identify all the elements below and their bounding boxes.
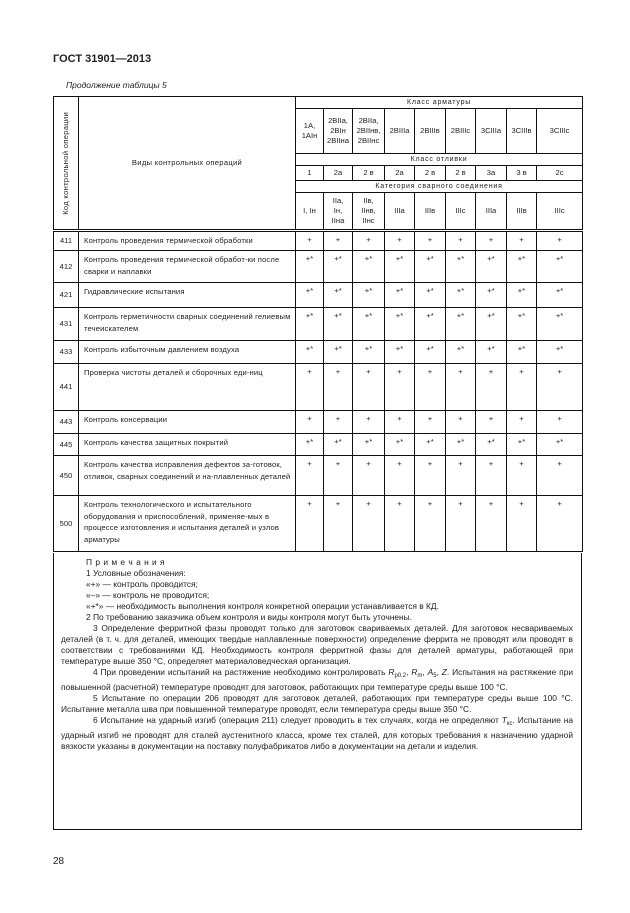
control-mark: +: [415, 496, 446, 552]
table-row: [54, 456, 583, 496]
note-1: 1 Условные обозначения:: [86, 568, 186, 578]
valve-class-cell: 3CIIIa: [476, 109, 507, 154]
control-mark: +: [507, 411, 537, 434]
control-mark: +*: [476, 283, 507, 308]
weld-category-cell: IIIc: [446, 193, 476, 231]
control-mark: +*: [476, 251, 507, 283]
weld-category-group-header: Категория сварного соединения: [296, 181, 583, 193]
control-mark: +*: [353, 341, 385, 364]
casting-class-cell: 3а: [476, 166, 507, 181]
operation-code: 450: [54, 456, 79, 496]
control-mark: +: [537, 456, 583, 496]
control-mark: +*: [324, 341, 353, 364]
operation-description: Контроль проведения термической обработки: [79, 231, 296, 251]
note-5: 5 Испытание по операции 206 проводят для заготовок деталей, работающих при температуре среды выше 100 °С. Испытание металла шва при повышенной температуре проводят, если температура среды выше 350 °С.: [61, 693, 573, 714]
control-mark: +*: [353, 251, 385, 283]
control-mark: +*: [385, 341, 415, 364]
control-mark: +*: [476, 434, 507, 456]
notes-section: [53, 553, 582, 830]
control-mark: +*: [296, 283, 324, 308]
operation-description: Контроль консервации: [79, 411, 296, 434]
valve-class-cell: 2BIIIc: [446, 109, 476, 154]
control-mark: +: [476, 496, 507, 552]
control-mark: +: [415, 364, 446, 411]
control-mark: +*: [446, 283, 476, 308]
note-1-plus-star: «+*» — необходимость выполнения контроля конкретной операции устанавливается в КД.: [86, 601, 439, 611]
control-mark: +*: [296, 308, 324, 341]
control-mark: +*: [324, 283, 353, 308]
operation-code: 412: [54, 251, 79, 283]
operation-description: Контроль герметичности сварных соединений гелиевым течеискателем: [79, 308, 296, 341]
control-mark: +: [507, 456, 537, 496]
control-mark: +*: [446, 434, 476, 456]
control-mark: +: [537, 364, 583, 411]
table-row: [54, 411, 583, 434]
valve-class-cell: 2BIIIa: [385, 109, 415, 154]
operation-description: Проверка чистоты деталей и сборочных еди-ниц: [79, 364, 296, 411]
standard-title: ГОСТ 31901—2013: [53, 53, 152, 65]
control-mark: +: [476, 364, 507, 411]
description-column-header: Виды контрольных операций: [79, 97, 296, 231]
control-mark: +*: [324, 251, 353, 283]
weld-category-cell: I, Iн: [296, 193, 324, 231]
control-mark: +*: [537, 341, 583, 364]
control-mark: +*: [415, 341, 446, 364]
valve-class-cell: 2BIIIв: [415, 109, 446, 154]
control-mark: +*: [446, 308, 476, 341]
table-row: [54, 341, 583, 364]
operation-description: Контроль технологического и испытательного оборудования и приспособлений, применяе-мых в процессе изготовления и испытания деталей и узлов арматуры: [79, 496, 296, 552]
casting-class-cell: 3 в: [507, 166, 537, 181]
operation-code: 411: [54, 231, 79, 251]
control-mark: +: [415, 411, 446, 434]
notes-title: П р и м е ч а н и я: [86, 557, 166, 567]
control-mark: +: [324, 364, 353, 411]
control-mark: +*: [507, 283, 537, 308]
valve-class-cell: 2BIIa, 2BIн 2BIIна: [324, 109, 353, 154]
control-mark: +: [385, 411, 415, 434]
control-mark: +*: [296, 251, 324, 283]
operation-code: 431: [54, 308, 79, 341]
control-mark: +: [324, 456, 353, 496]
valve-class-cell: 1А, 1АIн: [296, 109, 324, 154]
control-mark: +: [296, 364, 324, 411]
control-mark: +: [296, 456, 324, 496]
control-mark: +*: [537, 251, 583, 283]
casting-class-cell: 2а: [324, 166, 353, 181]
operation-description: Контроль качества исправления дефектов за-готовок, отливок, сварных соединений и на-плавленных деталей: [79, 456, 296, 496]
control-mark: +*: [507, 251, 537, 283]
control-mark: +*: [353, 434, 385, 456]
weld-category-cell: IIIc: [537, 193, 583, 231]
note-4: 4 При проведении испытаний на растяжение необходимо контролировать $R_{p0,2}$, $R_m$, $A_5$, Z. Испытания на растяжение при повышенной (расчетной) температуре проводят для заготовок, работающих при температуре среды выше 100 °С.: [61, 667, 574, 692]
control-mark: +*: [415, 434, 446, 456]
control-mark: +*: [507, 308, 537, 341]
valve-class-group-header: Класс арматуры: [296, 97, 583, 109]
table-row: [54, 364, 583, 411]
weld-category-cell: IIIa: [476, 193, 507, 231]
control-mark: +: [324, 231, 353, 251]
casting-class-cell: 2 в: [446, 166, 476, 181]
casting-class-cell: 2 в: [353, 166, 385, 181]
control-mark: +: [507, 496, 537, 552]
weld-category-cell: IIIa: [385, 193, 415, 231]
control-mark: +: [324, 496, 353, 552]
control-mark: +: [385, 364, 415, 411]
control-mark: +: [324, 411, 353, 434]
note-3: 3 Определение ферритной фазы проводят только для заготовок свариваемых деталей. Для заготовок несвариваемых деталей (в т. ч. для деталей, имеющих твердые наплавленные поверхности) определение феррита не проводят или проводят в соответствии с требованиями КД. Необходимость контроля ферритной фазы для деталей арматуры, работающей при температуре выше 350 °С, определяет материаловедческая организация.: [61, 623, 573, 666]
casting-class-cell: 2с: [537, 166, 583, 181]
operation-code: 500: [54, 496, 79, 552]
control-mark: +*: [385, 434, 415, 456]
control-mark: +*: [415, 308, 446, 341]
control-mark: +*: [296, 434, 324, 456]
control-mark: +*: [476, 308, 507, 341]
control-mark: +*: [385, 251, 415, 283]
control-mark: +*: [446, 341, 476, 364]
casting-class-group-header: Класс отливки: [296, 154, 583, 166]
table-row: [54, 231, 583, 251]
control-mark: +: [446, 496, 476, 552]
control-mark: +: [476, 456, 507, 496]
control-mark: +*: [415, 283, 446, 308]
control-mark: +*: [324, 434, 353, 456]
casting-class-cell: 2 в: [415, 166, 446, 181]
control-operations-table: [53, 96, 583, 552]
control-mark: +: [507, 231, 537, 251]
table-row: [54, 283, 583, 308]
control-mark: +*: [537, 283, 583, 308]
operation-description: Контроль проведения термической обработ-ки после сварки и наплавки: [79, 251, 296, 283]
control-mark: +: [415, 231, 446, 251]
control-mark: +*: [385, 308, 415, 341]
control-mark: +: [446, 231, 476, 251]
control-mark: +*: [353, 283, 385, 308]
control-mark: +: [296, 231, 324, 251]
control-mark: +*: [507, 341, 537, 364]
weld-category-cell: IIIв: [507, 193, 537, 231]
control-mark: +: [415, 456, 446, 496]
control-mark: +*: [537, 308, 583, 341]
operation-description: Контроль избыточным давлением воздуха: [79, 341, 296, 364]
table-row: [54, 251, 583, 283]
casting-class-cell: 1: [296, 166, 324, 181]
table-row: [54, 308, 583, 341]
control-mark: +*: [446, 251, 476, 283]
table-continuation-caption: Продолжение таблицы 5: [66, 80, 167, 90]
note-1-plus: «+» — контроль проводится;: [86, 579, 198, 589]
valve-class-cell: 3CIIIc: [537, 109, 583, 154]
control-mark: +: [353, 364, 385, 411]
control-mark: +*: [507, 434, 537, 456]
casting-class-cell: 2а: [385, 166, 415, 181]
page-number: 28: [53, 856, 65, 867]
control-mark: +: [385, 496, 415, 552]
note-2: 2 По требованию заказчика объем контроля и виды контроля могут быть уточнены.: [86, 612, 412, 622]
weld-category-cell: IIв, IIнв, IIнс: [353, 193, 385, 231]
control-mark: +*: [476, 341, 507, 364]
control-mark: +*: [537, 434, 583, 456]
control-mark: +: [537, 496, 583, 552]
valve-class-cell: 2BIIa, 2BIIнв, 2BIIнс: [353, 109, 385, 154]
control-mark: +: [537, 411, 583, 434]
code-column-header: Код контрольной операции: [54, 97, 79, 231]
control-mark: +*: [296, 341, 324, 364]
control-mark: +: [476, 411, 507, 434]
operation-code: 443: [54, 411, 79, 434]
valve-class-cell: 3CIIIв: [507, 109, 537, 154]
note-6: 6 Испытание на ударный изгиб (операция 211) следует проводить в тех случаях, когда не определяют $T_{кс}$. Испытание на ударный изгиб не проводят для сталей аустенитного класса, кроме тех сталей, для которых требования к назначению ударной вязкости указаны в документации на поставку полуфабрикатов либо в документации на детали и изделия.: [61, 715, 573, 751]
operation-description: Контроль качества защитных покрытий: [79, 434, 296, 456]
control-mark: +: [353, 411, 385, 434]
control-mark: +: [476, 231, 507, 251]
operation-description: Гидравлические испытания: [79, 283, 296, 308]
operation-code: 445: [54, 434, 79, 456]
operation-code: 421: [54, 283, 79, 308]
control-mark: +: [385, 231, 415, 251]
control-mark: +: [446, 364, 476, 411]
control-mark: +*: [385, 283, 415, 308]
control-mark: +: [296, 496, 324, 552]
control-mark: +: [385, 456, 415, 496]
note-1-minus: «–» — контроль не проводится;: [86, 590, 210, 600]
control-mark: +: [296, 411, 324, 434]
operation-code: 441: [54, 364, 79, 411]
control-mark: +: [446, 411, 476, 434]
control-mark: +: [353, 231, 385, 251]
control-mark: +: [537, 231, 583, 251]
table-row: [54, 434, 583, 456]
weld-category-cell: IIa, Iн, IIна: [324, 193, 353, 231]
control-mark: +*: [324, 308, 353, 341]
control-mark: +: [507, 364, 537, 411]
control-mark: +*: [415, 251, 446, 283]
weld-category-cell: IIIв: [415, 193, 446, 231]
control-mark: +: [353, 496, 385, 552]
control-mark: +*: [353, 308, 385, 341]
control-mark: +: [446, 456, 476, 496]
operation-code: 433: [54, 341, 79, 364]
table-row: [54, 496, 583, 552]
control-mark: +: [353, 456, 385, 496]
